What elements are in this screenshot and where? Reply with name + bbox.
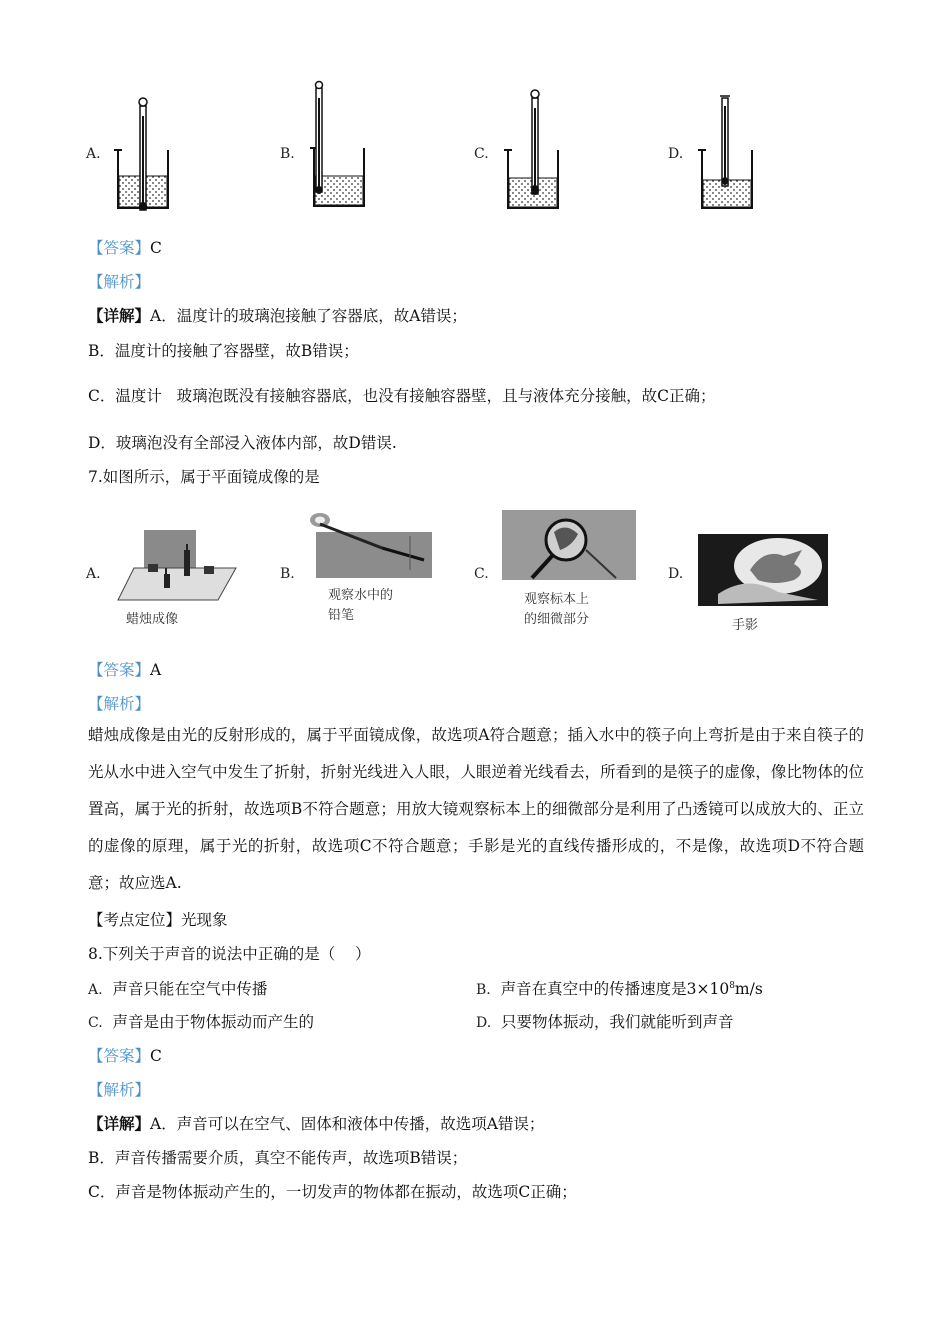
answer-tag: 【答案】 (88, 239, 151, 257)
q8-option-b (476, 979, 763, 1000)
option-letter: D. (476, 1015, 492, 1031)
q8-option-a (88, 979, 267, 1000)
detail-tag: 【详解】 (88, 306, 151, 325)
q6-figure-d (696, 92, 758, 212)
q8-detail-line-c: C．声音是物体振动产生的，一切发声的物体都在振动，故选项C正确； (88, 1183, 577, 1201)
q7-figure-candle (108, 530, 244, 630)
q7-option-b-letter: B. (280, 566, 295, 582)
q8-option-d (476, 1012, 734, 1033)
option-letter: C. (88, 1015, 103, 1031)
q7-option-d-letter: D. (668, 566, 684, 582)
q7-option-c-letter: C. (474, 566, 489, 582)
option-text: 声音是由于物体振动而产生的 (112, 1013, 315, 1031)
pencil-caption-line-1: 观察水中的 (328, 588, 394, 603)
q6-figure-c (502, 86, 564, 212)
q6-detail-line-c: C．温度计 玻璃泡既没有接触容器底，也没有接触容器壁，且与液体充分接触，故C正确； (88, 387, 716, 405)
q8-answer (88, 1046, 162, 1066)
magnifier-caption-line-1: 观察标本上 (524, 592, 590, 607)
option-letter: B. (476, 982, 491, 998)
q8-option-c (88, 1012, 314, 1033)
detail-text: A．声音可以在空气、固体和液体中传播，故选项A错误； (150, 1115, 545, 1133)
q6-figure-b (308, 80, 370, 210)
detail-text: A．温度计的玻璃泡接触了容器底，故A错误； (150, 307, 467, 325)
candle-caption: 蜡烛成像 (126, 612, 179, 627)
q6-option-a-letter: A. (86, 146, 101, 162)
option-text: 只要物体振动，我们就能听到声音 (501, 1013, 734, 1031)
magnifier-caption (524, 590, 589, 630)
magnifier-caption-line-2: 的细微部分 (524, 612, 590, 627)
shadow-caption: 手影 (732, 618, 759, 633)
q6-answer (88, 238, 162, 258)
q7-question: 7.如图所示，属于平面镜成像的是 (88, 468, 320, 486)
q7-analysis-paragraph: 蜡烛成像是由光的反射形成的，属于平面镜成像，故选项A符合题意；插入水中的筷子向上弯折是由于来自筷子的光从水中进入空气中发生了折射，折射光线进入人眼，人眼逆着光线看去，所看到的是筷子的虚像，像比物体的位置高，属于光的折射，故选项B不符合题意；用放大镜观察标本上的细微部分是利用了凸透镜可以成放大的、正立的虚像的原理，属于光的折射，故选项C不符合题意；手影是光的直线传播形成的，不是像，故选项D不符合题意；故应选A. (88, 726, 864, 892)
q6-analysis-tag: 【解析】 (88, 273, 151, 291)
candle-mirror-image (108, 530, 244, 608)
q7-figure-pencil (306, 508, 446, 632)
answer-value: A (150, 661, 162, 679)
q7-kaodian: 【考点定位】光现象 (88, 911, 228, 929)
q7-figure-shadow (698, 534, 834, 634)
pencil-caption (328, 586, 393, 626)
pencil-caption-line-2: 铅笔 (328, 608, 355, 623)
magnifier-image (502, 510, 636, 582)
answer-value: C (150, 1047, 162, 1065)
pencil-in-water-image (306, 508, 446, 580)
q8-detail-line-b: B．声音传播需要介质，真空不能传声，故选项B错误； (88, 1149, 468, 1167)
option-superscript: 8 (729, 980, 735, 991)
q6-detail-line-b: B．温度计的接触了容器壁，故B错误； (88, 342, 359, 360)
q7-answer (88, 660, 161, 680)
answer-tag: 【答案】 (88, 661, 151, 679)
answer-tag: 【答案】 (88, 1047, 151, 1065)
detail-tag: 【详解】 (88, 1114, 151, 1133)
q6-figure-a (112, 94, 174, 212)
option-text: 声音在真空中的传播速度是3×10 (500, 980, 730, 998)
answer-value: C (150, 239, 162, 257)
option-text: 声音只能在空气中传播 (112, 980, 268, 998)
q7-analysis-tag: 【解析】 (88, 695, 151, 713)
q8-question: 8.下列关于声音的说法中正确的是（ ） (88, 945, 371, 963)
option-letter: A. (88, 982, 103, 998)
q7-figure-magnifier (500, 510, 640, 630)
option-unit: m/s (734, 980, 763, 998)
q8-analysis-tag: 【解析】 (88, 1081, 151, 1099)
hand-shadow-image (698, 534, 828, 606)
q6-option-c-letter: C. (474, 146, 489, 162)
q6-detail-line-d: D．玻璃泡没有全部浸入液体内部，故D错误. (88, 434, 397, 452)
q7-option-a-letter: A. (86, 566, 101, 582)
q8-detail-line-a (88, 1114, 544, 1134)
q6-option-b-letter: B. (280, 146, 295, 162)
q6-option-d-letter: D. (668, 146, 684, 162)
q6-detail-line-a (88, 306, 467, 326)
